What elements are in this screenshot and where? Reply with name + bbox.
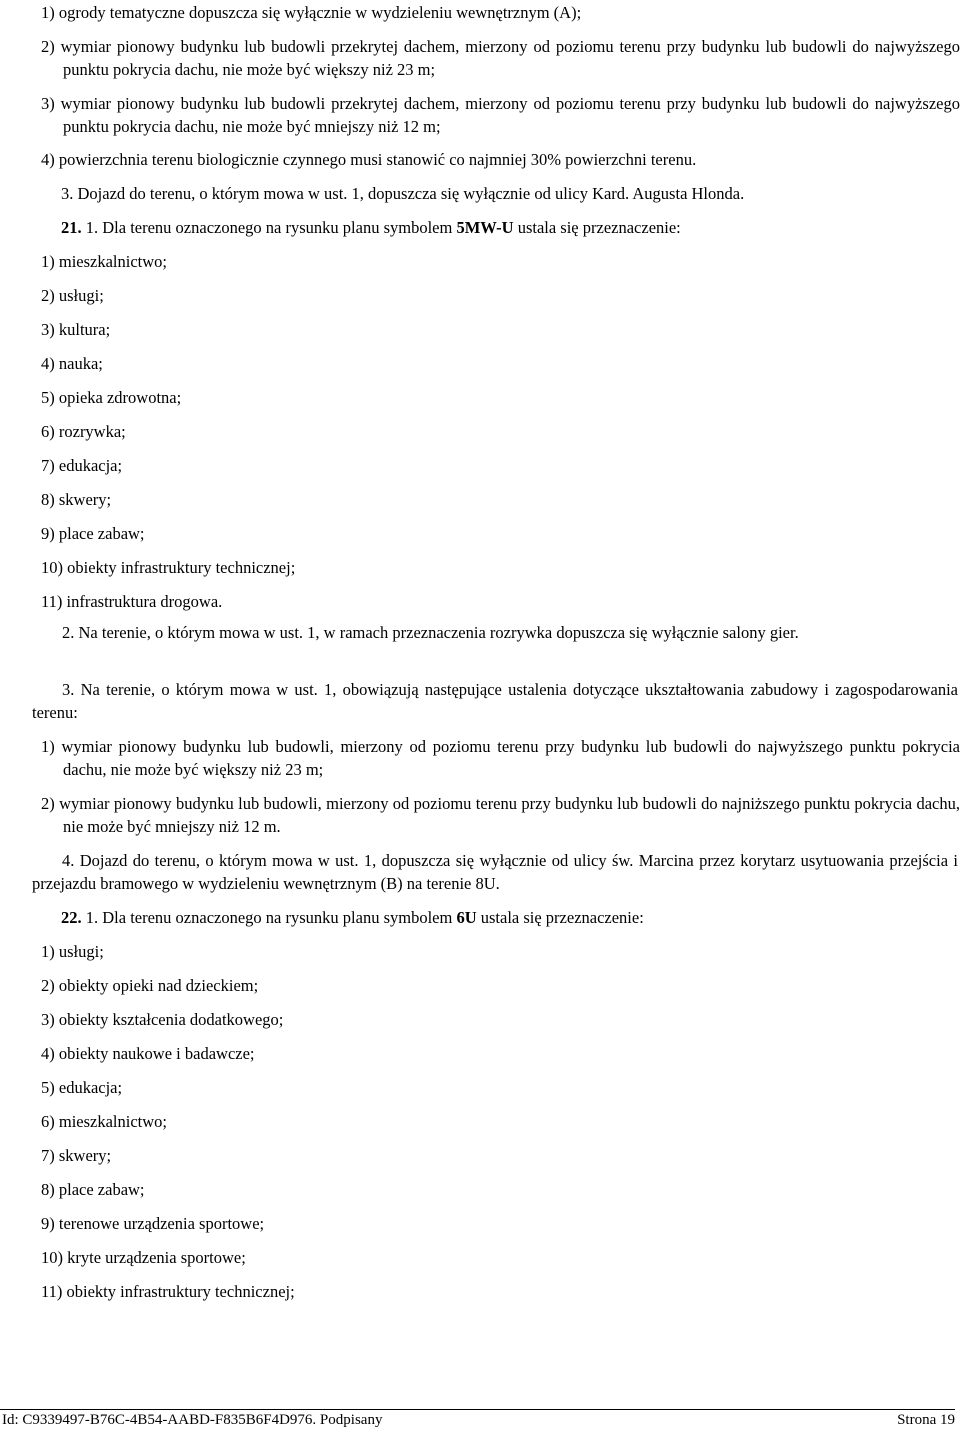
list-item: 1) usługi;	[41, 942, 104, 961]
page-footer	[0, 1409, 955, 1430]
list-item: 11) infrastruktura drogowa.	[41, 592, 223, 611]
paragraph-u3: 3. Dojazd do terenu, o którym mowa w ust. 1, dopuszcza się wyłącznie od ulicy Kard. Augusta Hlonda.	[61, 184, 745, 203]
list-item: 6) mieszkalnictwo;	[41, 1112, 168, 1131]
section-22-heading	[0, 906, 644, 929]
list-item: 7) edukacja;	[41, 456, 123, 475]
section-22-text-end: ustala się przeznaczenie:	[476, 908, 644, 927]
document-id: Id: C9339497-B76C-4B54-AABD-F835B6F4D976. Podpisany	[2, 1412, 383, 1428]
section-21-heading	[0, 216, 681, 239]
list-item: 9) place zabaw;	[41, 524, 145, 543]
list-item: 1) mieszkalnictwo;	[41, 252, 168, 271]
list-item: 11) obiekty infrastruktury technicznej;	[41, 1282, 295, 1301]
list-item: 9) terenowe urządzenia sportowe;	[41, 1214, 265, 1233]
list-item: 2) obiekty opieki nad dzieckiem;	[41, 976, 259, 995]
paragraph-b2: 2. Na terenie, o którym mowa w ust. 1, w ramach przeznaczenia rozrywka dopuszcza się wyłącznie salony gier.	[62, 623, 799, 642]
item-a4: 4) powierzchnia terenu biologicznie czynnego musi stanowić co najmniej 30% powierzchni terenu.	[41, 150, 697, 169]
list-item: 10) obiekty infrastruktury technicznej;	[41, 558, 296, 577]
section-22-number: 22.	[61, 908, 82, 927]
section-22-text: 1. Dla terenu oznaczonego na rysunku planu symbolem	[81, 908, 457, 927]
section-21-text: 1. Dla terenu oznaczonego na rysunku planu symbolem	[81, 218, 457, 237]
list-item: 8) place zabaw;	[41, 1180, 145, 1199]
list-item: 4) nauka;	[41, 354, 103, 373]
list-item: 2) usługi;	[41, 286, 104, 305]
item-c1: 1) wymiar pionowy budynku lub budowli, mierzony od poziomu terenu przy budynku lub budowli do najwyższego punktu pokrycia dachu, nie może być większy niż 23 m;	[41, 737, 960, 779]
list-item: 7) skwery;	[41, 1146, 112, 1165]
section-21-text-end: ustala się przeznaczenie:	[513, 218, 681, 237]
page-number: Strona 19	[897, 1412, 955, 1428]
list-item: 5) edukacja;	[41, 1078, 123, 1097]
list-item: 6) rozrywka;	[41, 422, 126, 441]
list-item: 5) opieka zdrowotna;	[41, 388, 182, 407]
list-6u	[0, 940, 295, 1314]
item-a2: 2) wymiar pionowy budynku lub budowli przekrytej dachem, mierzony od poziomu terenu przy budynku lub budowli do najwyższego punktu pokrycia dachu, nie może być większy niż 23 m;	[41, 37, 960, 79]
item-a3: 3) wymiar pionowy budynku lub budowli przekrytej dachem, mierzony od poziomu terenu przy budynku lub budowli do najwyższego punktu pokrycia dachu, nie może być mniejszy niż 12 m;	[41, 94, 960, 136]
item-c2: 2) wymiar pionowy budynku lub budowli, mierzony od poziomu terenu przy budynku lub budowli do najniższego punktu pokrycia dachu, nie może być mniejszy niż 12 m.	[41, 794, 960, 836]
item-a1: 1) ogrody tematyczne dopuszcza się wyłącznie w wydzieleniu wewnętrznym (A);	[41, 3, 582, 22]
paragraph-b3: 3. Na terenie, o którym mowa w ust. 1, obowiązują następujące ustalenia dotyczące ukształtowania zabudowy i zagospodarowania terenu:	[32, 680, 958, 722]
paragraph-b4: 4. Dojazd do terenu, o którym mowa w ust. 1, dopuszcza się wyłącznie od ulicy św. Marcina przez korytarz usytuowania przejścia i przejazdu bramowego w wydzieleniu wewnętrznym (B) na terenie 8U.	[32, 851, 958, 893]
list-item: 4) obiekty naukowe i badawcze;	[41, 1044, 255, 1063]
list-item: 8) skwery;	[41, 490, 112, 509]
list-item: 3) obiekty kształcenia dodatkowego;	[41, 1010, 284, 1029]
list-item: 10) kryte urządzenia sportowe;	[41, 1248, 246, 1267]
list-5mwu	[0, 250, 295, 624]
section-22-symbol: 6U	[456, 908, 477, 927]
list-item: 3) kultura;	[41, 320, 111, 339]
section-21-symbol: 5MW-U	[456, 218, 514, 237]
section-21-number: 21.	[61, 218, 82, 237]
